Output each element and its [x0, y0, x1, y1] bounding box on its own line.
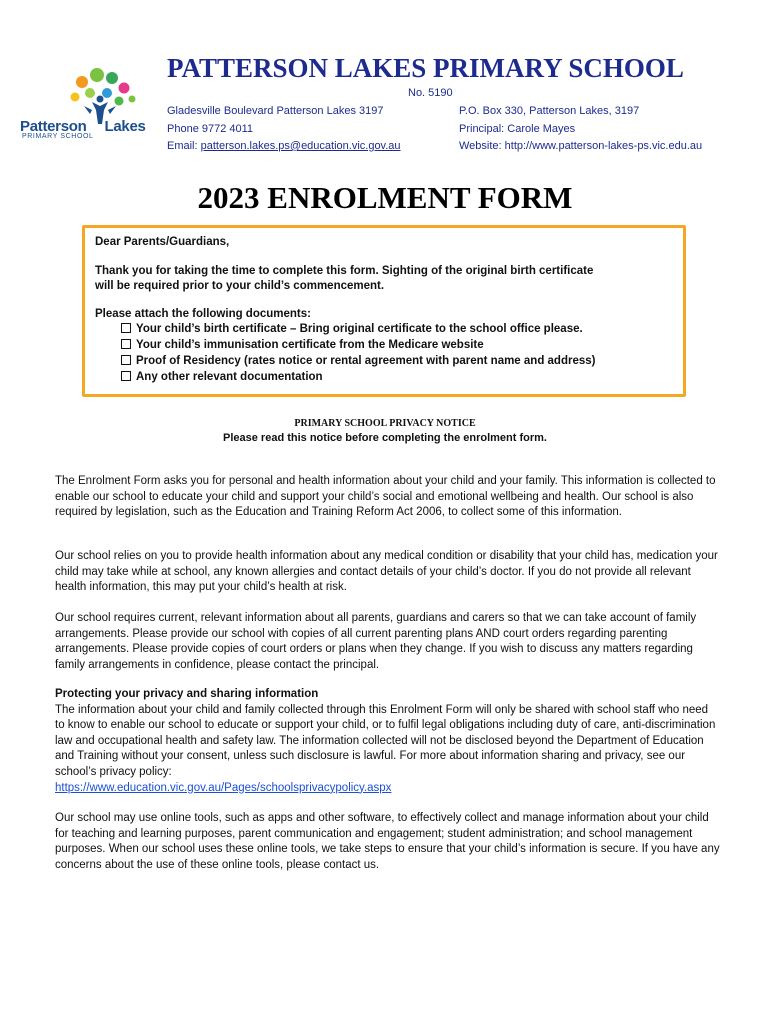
- privacy-paragraph-4-text: The information about your child and family collected through this Enrolment Form will only be shared with school staff who need to know to enable our school to educate or support your child, or to fulfil legal obligations including duty of care, anti-discrimination law and occupational health and safety law. The information collected will not be disclosed beyond the Department of Education and Training without your consent, unless such disclosure is lawful. For more about information sharing and privacy, see our school’s privacy policy:: [55, 703, 716, 778]
- privacy-paragraph-2: Our school relies on you to provide health information about any medical condition or disability that your child has, medication your child may take while at school, any known allergies and contact details of your child’s doctor. If you do not provide all relevant health information, this may put your child’s health at risk.: [55, 550, 718, 594]
- privacy-paragraph-3: Our school requires current, relevant information about all parents, guardians and carers so that we can take account of family arrangements. Please provide our school with copies of all current parenting plans AND court orders regarding parenting arrangements. Please provide copies of court orders or plans when they change. If you wish to discuss any matters regarding family arrangements in confidence, please contact the principal.: [55, 612, 697, 671]
- school-name: PATTERSON LAKES PRIMARY SCHOOL: [167, 53, 684, 83]
- privacy-paragraph-4: [55, 687, 720, 796]
- school-logo: [20, 66, 160, 156]
- checkbox[interactable]: [121, 339, 131, 349]
- tree-icon: [20, 66, 160, 126]
- checkbox[interactable]: [121, 355, 131, 365]
- document-item: Your child’s immunisation certificate from the Medicare website: [121, 339, 484, 351]
- email-link[interactable]: patterson.lakes.ps@education.vic.gov.au: [200, 140, 401, 152]
- thanks-line-2: will be required prior to your child’s commencement.: [95, 280, 385, 292]
- document-item: Your child’s birth certificate – Bring original certificate to the school office please.: [121, 323, 583, 335]
- checkbox[interactable]: [121, 371, 131, 381]
- document-item: Proof of Residency (rates notice or rental agreement with parent name and address): [121, 355, 595, 367]
- school-email-line: Email: patterson.lakes.ps@education.vic.gov.au: [167, 140, 401, 152]
- privacy-title: PRIMARY SCHOOL PRIVACY NOTICE: [294, 418, 476, 429]
- privacy-heading: Protecting your privacy and sharing information: [55, 688, 319, 700]
- principal: Principal: Carole Mayes: [459, 123, 576, 135]
- privacy-paragraph-5: Our school may use online tools, such as apps and other software, to effectively collect and manage information about your child for teaching and learning purposes, parent communication and engagement; student administration; and school management purposes. When our school uses these online tools, we take steps to ensure that your child’s information is secure. If you have any concerns about the use of these online tools, please contact us.: [55, 812, 720, 871]
- website: Website: http://www.patterson-lakes-ps.vic.edu.au: [459, 140, 703, 152]
- notice-box: [82, 225, 686, 397]
- school-phone: Phone 9772 4011: [167, 123, 254, 135]
- checkbox[interactable]: [121, 323, 131, 333]
- privacy-policy-link[interactable]: https://www.education.vic.gov.au/Pages/schoolsprivacypolicy.aspx: [55, 781, 392, 794]
- logo-subtitle: PRIMARY SCHOOL: [22, 133, 94, 140]
- attach-heading: Please attach the following documents:: [95, 308, 311, 320]
- greeting: Dear Parents/Guardians,: [95, 236, 230, 248]
- po-box: P.O. Box 330, Patterson Lakes, 3197: [459, 105, 640, 117]
- document-item: Any other relevant documentation: [121, 371, 323, 383]
- thanks-line-1: Thank you for taking the time to complete this form. Sighting of the original birth certificate: [95, 265, 594, 277]
- logo-wordmark: Patterson Lakes: [20, 118, 146, 135]
- privacy-subtitle: Please read this notice before completing the enrolment form.: [223, 432, 547, 444]
- school-address: Gladesville Boulevard Patterson Lakes 3197: [167, 105, 384, 117]
- form-title: 2023 ENROLMENT FORM: [197, 180, 573, 215]
- privacy-paragraph-1: The Enrolment Form asks you for personal and health information about your child and your family. This information is collected to enable our school to educate your child and support your child’s social and emotional wellbeing and health. Our school is also required by legislation, such as the Education and Training Reform Act 2006, to collect some of this information.: [55, 475, 716, 519]
- school-number: No. 5190: [408, 87, 453, 99]
